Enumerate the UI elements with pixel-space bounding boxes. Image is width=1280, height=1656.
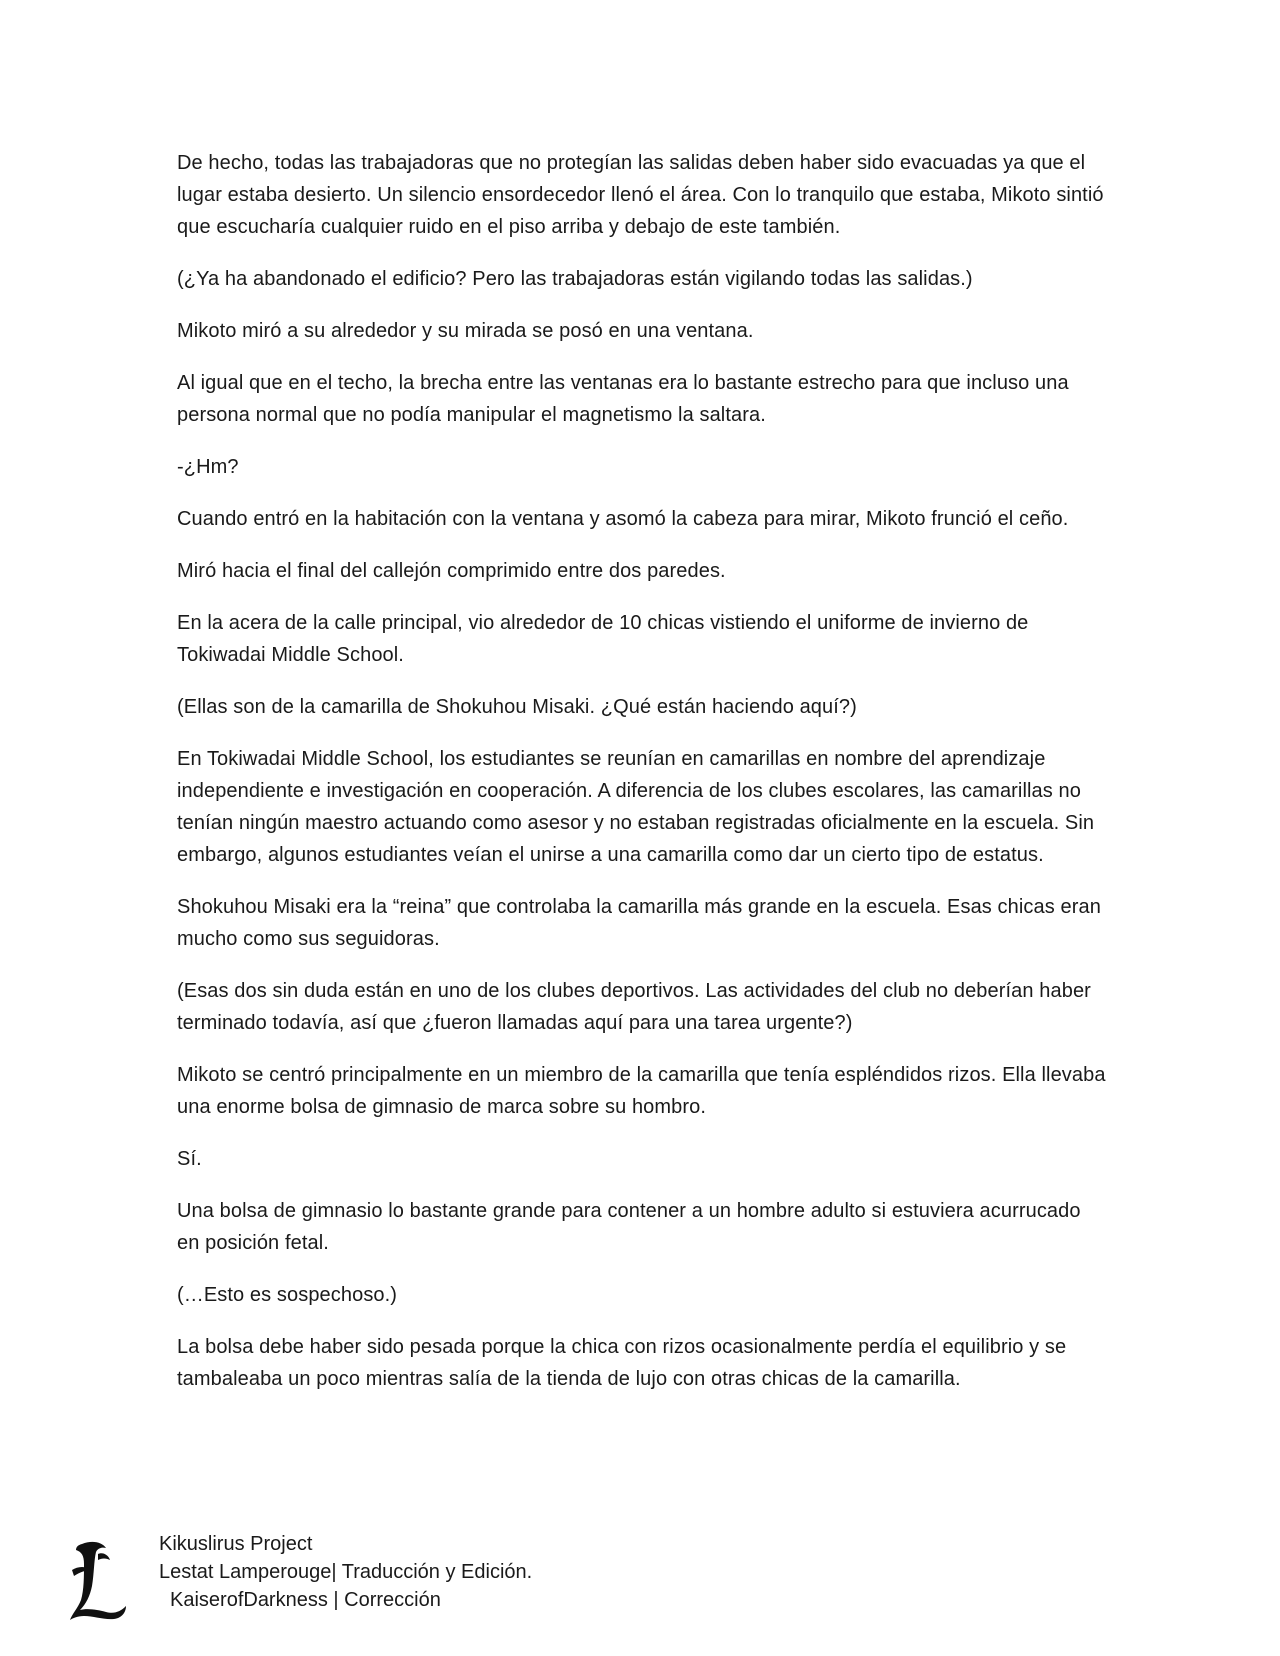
footer-credits [159, 1530, 532, 1614]
paragraph-1: De hecho, todas las trabajadoras que no protegían las salidas deben haber sido evacuadas ya que el lugar estaba desierto. Un silencio ensordecedor llenó el área. Con lo tranquilo que estaba, Mikoto sintió que escucharía cualquier ruido en el piso arriba y debajo de este también. [177, 152, 1104, 238]
paragraph-7: Miró hacia el final del callejón comprimido entre dos paredes. [177, 560, 726, 582]
paragraph-2: (¿Ya ha abandonado el edificio? Pero las trabajadoras están vigilando todas las salidas.) [177, 268, 973, 290]
paragraph-13: Mikoto se centró principalmente en un miembro de la camarilla que tenía espléndidos rizos. Ella llevaba una enorme bolsa de gimnasio de marca sobre su hombro. [177, 1064, 1106, 1118]
footer-proofreader-credit: KaiserofDarkness | Corrección [170, 1589, 441, 1611]
paragraph-6: Cuando entró en la habitación con la ventana y asomó la cabeza para mirar, Mikoto frunció el ceño. [177, 508, 1069, 530]
paragraph-12: (Esas dos sin duda están en uno de los clubes deportivos. Las actividades del club no deberían haber terminado todavía, así que ¿fueron llamadas aquí para una tarea urgente?) [177, 980, 1091, 1034]
paragraph-11: Shokuhou Misaki era la “reina” que controlaba la camarilla más grande en la escuela. Esas chicas eran mucho como sus seguidoras. [177, 896, 1101, 950]
footer-project-name: Kikuslirus Project [159, 1533, 313, 1555]
paragraph-4: Al igual que en el techo, la brecha entre las ventanas era lo bastante estrecho para que incluso una persona normal que no podía manipular el magnetismo la saltara. [177, 372, 1069, 426]
page-footer [0, 1530, 1280, 1640]
paragraph-17: La bolsa debe haber sido pesada porque la chica con rizos ocasionalmente perdía el equilibrio y se tambaleaba un poco mientras salía de la tienda de lujo con otras chicas de la camarilla. [177, 1336, 1067, 1390]
paragraph-14: Sí. [177, 1148, 202, 1170]
paragraph-16: (…Esto es sospechoso.) [177, 1284, 398, 1306]
paragraph-5: -¿Hm? [177, 456, 239, 478]
paragraph-3: Mikoto miró a su alrededor y su mirada se posó en una ventana. [177, 320, 754, 342]
gothic-letter-L-icon [68, 1540, 130, 1620]
document-body [177, 147, 1107, 1415]
footer-translator-credit: Lestat Lamperouge| Traducción y Edición. [159, 1561, 533, 1583]
paragraph-15: Una bolsa de gimnasio lo bastante grande para contener a un hombre adulto si estuviera acurrucado en posición fetal. [177, 1200, 1081, 1254]
paragraph-8: En la acera de la calle principal, vio alrededor de 10 chicas vistiendo el uniforme de invierno de Tokiwadai Middle School. [177, 612, 1029, 666]
paragraph-10: En Tokiwadai Middle School, los estudiantes se reunían en camarillas en nombre del aprendizaje independiente e investigación en cooperación. A diferencia de los clubes escolares, las camarillas no tenían ningún maestro actuando como asesor y no estaban registradas oficialmente en la escuela. Sin embargo, algunos estudiantes veían el unirse a una camarilla como dar un cierto tipo de estatus. [177, 748, 1095, 866]
paragraph-9: (Ellas son de la camarilla de Shokuhou Misaki. ¿Qué están haciendo aquí?) [177, 696, 857, 718]
